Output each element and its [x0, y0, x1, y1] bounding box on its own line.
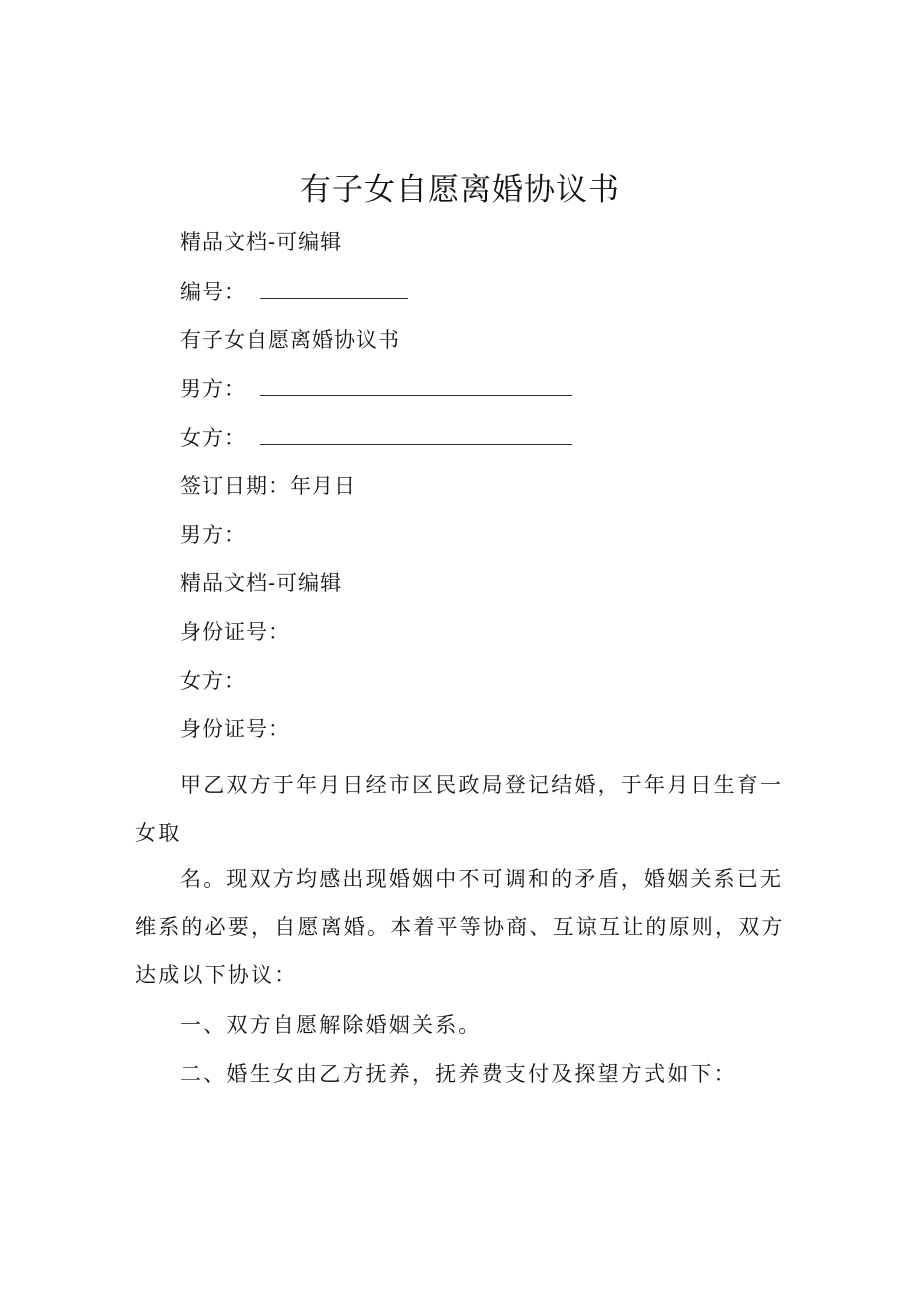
paragraph-marriage: 甲乙双方于年月日经市区民政局登记结婚，于年月日生育一女取 [135, 773, 784, 845]
male-label-2: 男方： [180, 523, 246, 547]
document-title: 有子女自愿离婚协议书 [300, 172, 620, 208]
female-blank-line [260, 424, 572, 445]
male-blank-line [260, 375, 572, 396]
sign-date: 签订日期：年月日 [180, 474, 356, 498]
male-row [180, 373, 572, 405]
female-row [180, 422, 572, 454]
number-blank-line [260, 278, 408, 299]
clause-2: 二、婚生女由乙方抚养，抚养费支付及探望方式如下： [180, 1062, 737, 1086]
header-text: 精品文档-可编辑 [180, 230, 343, 254]
header-text-2: 精品文档-可编辑 [180, 571, 343, 595]
female-label: 女方： [180, 426, 246, 450]
clause-1: 一、双方自愿解除婚姻关系。 [180, 1013, 482, 1037]
number-row [180, 276, 408, 308]
subtitle: 有子女自愿离婚协议书 [180, 328, 400, 352]
number-label: 编号： [180, 280, 246, 304]
male-label: 男方： [180, 377, 246, 401]
paragraph-reason: 名。现双方均感出现婚姻中不可调和的矛盾，婚姻关系已无维系的必要，自愿离婚。本着平等协商、互谅互让的原则，双方达成以下协议： [135, 867, 785, 987]
id-label-male: 身份证号： [180, 620, 290, 644]
female-label-2: 女方： [180, 669, 246, 693]
id-label-female: 身份证号： [180, 717, 290, 741]
